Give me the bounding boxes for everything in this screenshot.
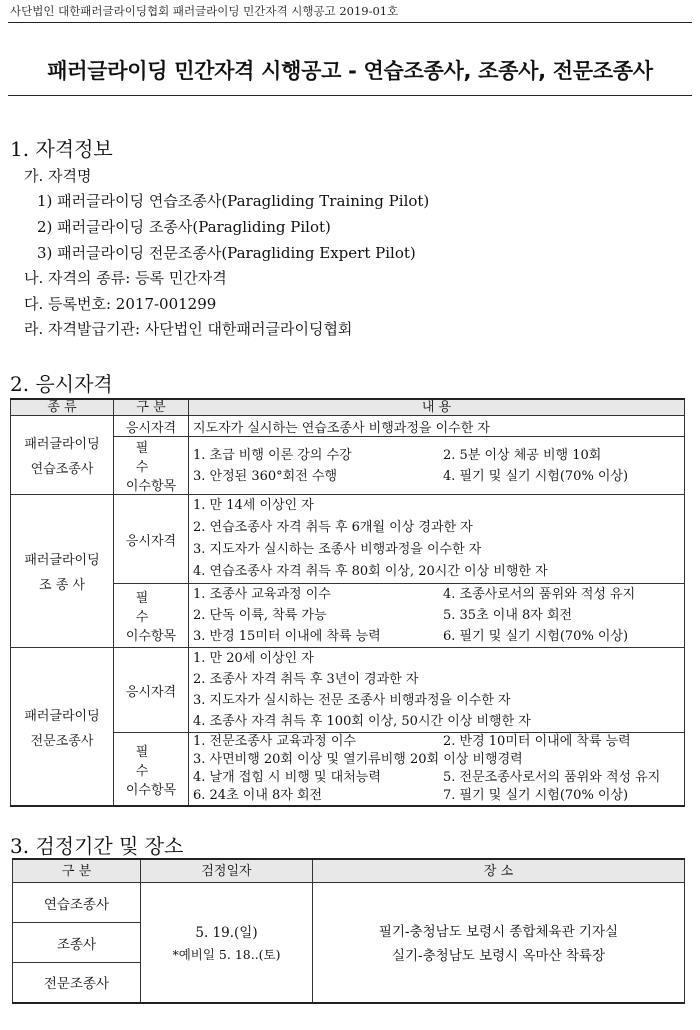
col-header-date: 검정일자 (141, 859, 313, 883)
req-item: 3. 반경 15미터 이내에 착륙 능력 (193, 629, 381, 644)
type-line: 패러글라이딩 (24, 708, 100, 724)
place-cell (313, 883, 685, 1003)
elig-item: 4. 조종사 자격 취득 후 100회 이상, 50시간 이상 비행한 자 (193, 714, 531, 729)
type-training (11, 416, 114, 495)
req-row (193, 769, 680, 787)
elig-items (189, 495, 685, 584)
category-cell: 조종사 (13, 923, 141, 963)
req-item: 4. 조종사로서의 품위와 적성 유지 (443, 587, 636, 602)
elig-items (189, 648, 685, 733)
req-items (189, 437, 685, 495)
req-item: 6. 필기 및 실기 시험(70% 이상) (443, 629, 629, 644)
place-practical: 실기-충청남도 보령시 옥마산 착륙장 (391, 948, 606, 965)
req-row (193, 466, 680, 487)
req-label-line: 이수항목 (125, 782, 177, 798)
req-item: 5. 35초 이내 8자 회전 (443, 608, 573, 623)
type-line: 연습조종사 (30, 462, 94, 477)
qual-name-label: 가. 자격명 (24, 167, 92, 185)
registration-number: 다. 등록번호: 2017-001299 (24, 295, 217, 313)
category-cell: 연습조종사 (13, 883, 141, 923)
type-line: 조 종 사 (39, 578, 85, 593)
type-expert (11, 648, 114, 807)
table-header-row (11, 399, 685, 416)
req-item: 6. 24초 이내 8자 회전 (193, 788, 323, 803)
req-row (193, 605, 680, 626)
req-item: 1. 조종사 교육과정 이수 (193, 587, 331, 602)
req-label-line: 필 수 (135, 744, 167, 779)
section2-heading: 2. 응시자격 (10, 372, 113, 396)
req-label (114, 437, 189, 495)
exam-schedule-table (12, 858, 685, 1004)
elig-item: 4. 연습조종사 자격 취득 후 80회 이상, 20시간 이상 비행한 자 (193, 564, 548, 579)
elig-label: 응시자격 (114, 495, 189, 584)
req-label-line: 이수항목 (125, 479, 177, 494)
req-row (193, 787, 680, 805)
req-row (193, 445, 680, 466)
req-item: 3. 안정된 360°회전 수행 (193, 468, 338, 484)
col-header-category: 구 분 (13, 859, 141, 883)
req-item: 2. 단독 이륙, 착륙 가능 (193, 608, 327, 623)
type-line: 전문조종사 (30, 733, 94, 749)
req-label (114, 733, 189, 807)
section1-heading: 1. 자격정보 (10, 137, 113, 161)
req-label-line: 필 수 (135, 591, 167, 625)
req-row (193, 584, 680, 605)
table-row (11, 495, 685, 584)
req-items (189, 733, 685, 807)
elig-item: 3. 지도자가 실시하는 전문 조종사 비행과정을 이수한 자 (193, 693, 511, 708)
req-label-line: 필 수 (135, 441, 167, 475)
col-header-content: 내 용 (189, 399, 685, 416)
table-row (11, 648, 685, 733)
table-row (13, 883, 685, 923)
issuing-body: 라. 자격발급기관: 사단법인 대한패러글라이딩협회 (24, 320, 353, 338)
exam-date: 5. 19.(일) (195, 925, 258, 942)
reserve-date: *예비일 5. 18..(토) (172, 947, 281, 963)
elig-item: 1. 만 20세 이상인 자 (193, 651, 314, 666)
elig-label: 응시자격 (114, 416, 189, 437)
running-header: 사단법인 대한패러글라이딩협회 패러글라이딩 민간자격 시행공고 2019-01호 (10, 4, 399, 18)
qual-name-2: 2) 패러글라이딩 조종사(Paragliding Pilot) (37, 218, 331, 236)
req-item: 2. 5분 이상 체공 비행 10회 (443, 447, 602, 463)
req-item: 5. 전문조종사로서의 품위와 적성 유지 (443, 770, 661, 785)
req-row: 3. 사면비행 20회 이상 및 열기류비행 20회 이상 비행경력 (193, 752, 523, 767)
qual-type: 나. 자격의 종류: 등록 민간자격 (24, 269, 227, 287)
type-pilot (11, 495, 114, 648)
page-title: 패러글라이딩 민간자격 시행공고 - 연습조종사, 조종사, 전문조종사 (47, 59, 653, 83)
eligibility-table (10, 398, 685, 807)
table-header-row (13, 859, 685, 883)
req-items (189, 584, 685, 648)
req-item: 1. 초급 비행 이론 강의 수강 (193, 447, 352, 463)
table-row (11, 416, 685, 437)
section3-heading: 3. 검정기간 및 장소 (10, 834, 184, 858)
req-row (193, 733, 680, 751)
elig-item: 2. 연습조종사 자격 취득 후 6개월 이상 경과한 자 (193, 520, 473, 535)
category-cell: 전문조종사 (13, 963, 141, 1003)
req-row (193, 626, 680, 647)
type-line: 패러글라이딩 (24, 553, 100, 568)
req-label (114, 584, 189, 648)
req-label-line: 이수항목 (125, 629, 177, 644)
req-item: 2. 반경 10미터 이내에 착륙 능력 (443, 734, 631, 749)
elig-item: 3. 지도자가 실시하는 조종사 비행과정을 이수한 자 (193, 542, 482, 557)
qual-name-1: 1) 패러글라이딩 연습조종사(Paragliding Training Pilot) (37, 192, 430, 210)
elig-label: 응시자격 (114, 648, 189, 733)
elig-item: 1. 만 14세 이상인 자 (193, 498, 314, 513)
req-item: 1. 전문조종사 교육과정 이수 (193, 734, 356, 749)
elig-text: 지도자가 실시하는 연습조종사 비행과정을 이수한 자 (189, 416, 685, 437)
col-header-category: 구 분 (114, 399, 189, 416)
req-item: 7. 필기 및 실기 시험(70% 이상) (443, 788, 629, 803)
elig-item: 2. 조종사 자격 취득 후 3년이 경과한 자 (193, 672, 419, 687)
date-cell (141, 883, 313, 1003)
req-item: 4. 날개 접힘 시 비행 및 대처능력 (193, 770, 381, 785)
header-rule (8, 22, 692, 23)
title-rule (8, 95, 692, 96)
type-line: 패러글라이딩 (24, 437, 100, 452)
col-header-place: 장 소 (313, 859, 685, 883)
qual-name-3: 3) 패러글라이딩 전문조종사(Paragliding Expert Pilot) (37, 244, 416, 262)
col-header-type: 종 류 (11, 399, 114, 416)
req-item: 4. 필기 및 실기 시험(70% 이상) (443, 468, 629, 484)
place-written: 필기-충청남도 보령시 종합체육관 기자실 (378, 924, 619, 941)
